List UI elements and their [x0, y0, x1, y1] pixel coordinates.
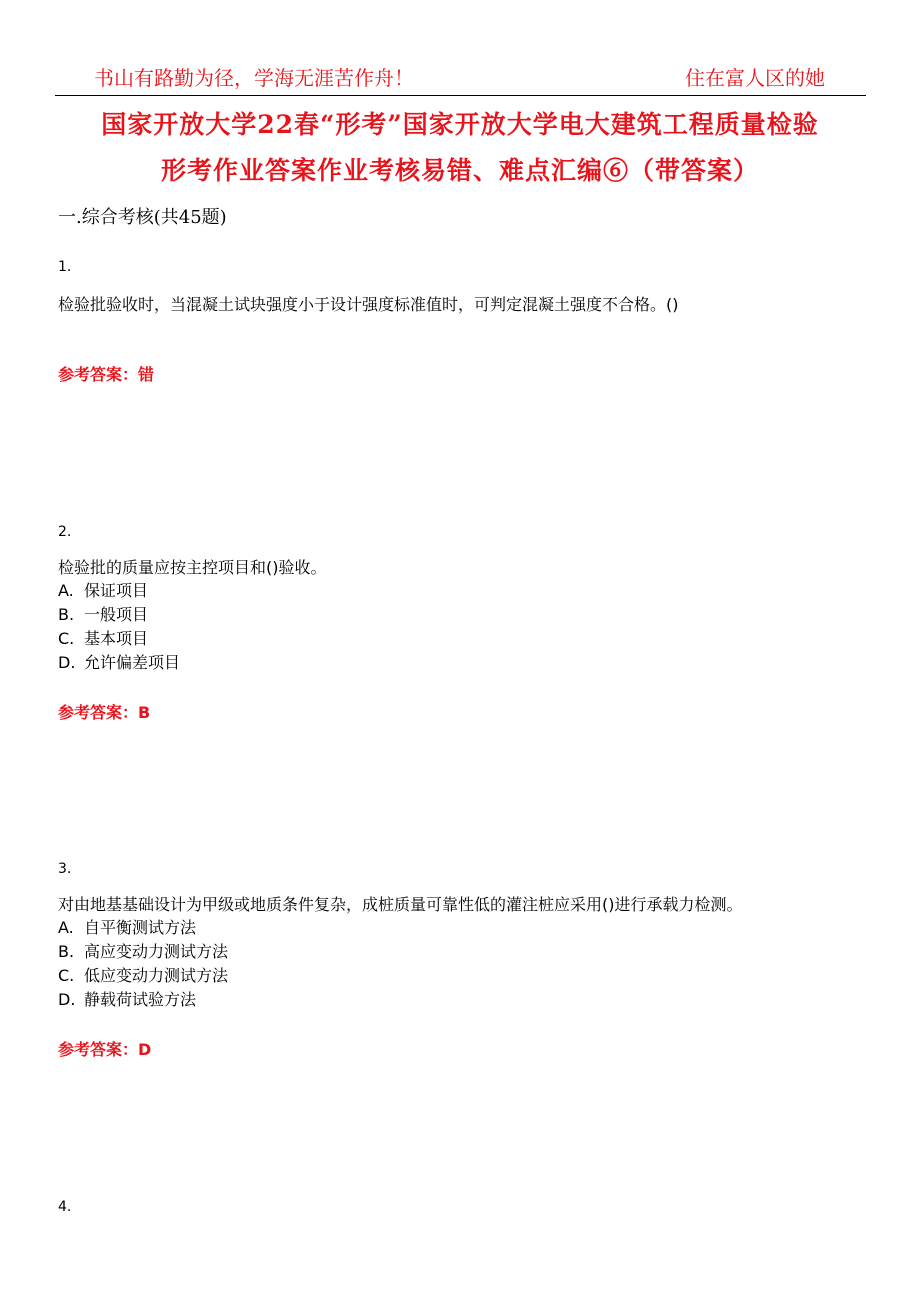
question-text: 检验批的质量应按主控项目和()验收。	[58, 558, 327, 577]
option-item	[58, 604, 148, 626]
option-item	[58, 628, 148, 650]
option-letter: A.	[58, 581, 74, 600]
option-text: 基本项目	[84, 629, 149, 648]
header-divider	[55, 95, 866, 96]
option-item	[58, 941, 228, 963]
page-header	[94, 64, 825, 92]
option-letter: B.	[58, 605, 75, 624]
option-item	[58, 965, 228, 987]
answer-label: 参考答案：错	[58, 365, 155, 384]
answer-label: 参考答案：B	[58, 703, 151, 722]
option-letter: C.	[58, 966, 75, 985]
document-title-line-2: 形考作业答案作业考核易错、难点汇编⑥（带答案）	[160, 156, 759, 185]
question-text: 对由地基基础设计为甲级或地质条件复杂，成桩质量可靠性低的灌注桩应采用()进行承载力检测。	[58, 895, 743, 914]
document-title-line-1: 国家开放大学22春“形考”国家开放大学电大建筑工程质量检验	[101, 110, 819, 139]
answer-label: 参考答案：D	[58, 1040, 152, 1059]
option-letter: C.	[58, 629, 75, 648]
section-heading: 一.综合考核(共45题)	[58, 207, 227, 228]
option-text: 自平衡测试方法	[84, 918, 197, 937]
option-letter: A.	[58, 918, 74, 937]
option-text: 允许偏差项目	[84, 653, 181, 672]
option-text: 低应变动力测试方法	[84, 966, 229, 985]
option-text: 一般项目	[84, 605, 149, 624]
option-letter: B.	[58, 942, 75, 961]
question-number: 2.	[58, 524, 72, 540]
option-text: 高应变动力测试方法	[84, 942, 229, 961]
option-item	[58, 652, 180, 674]
header-motto: 书山有路勤为径，学海无涯苦作舟！	[94, 66, 414, 90]
option-text: 静载荷试验方法	[84, 990, 197, 1009]
question-number: 4.	[58, 1199, 72, 1215]
option-item	[58, 989, 196, 1011]
option-letter: D.	[58, 990, 76, 1009]
question-text: 检验批验收时，当混凝土试块强度小于设计强度标准值时，可判定混凝土强度不合格。()	[58, 295, 679, 314]
option-text: 保证项目	[84, 581, 149, 600]
question-number: 3.	[58, 861, 72, 877]
header-author: 住在富人区的她	[685, 66, 825, 90]
option-item	[58, 917, 196, 939]
question-number: 1.	[58, 259, 72, 275]
option-letter: D.	[58, 653, 76, 672]
option-item	[58, 580, 148, 602]
